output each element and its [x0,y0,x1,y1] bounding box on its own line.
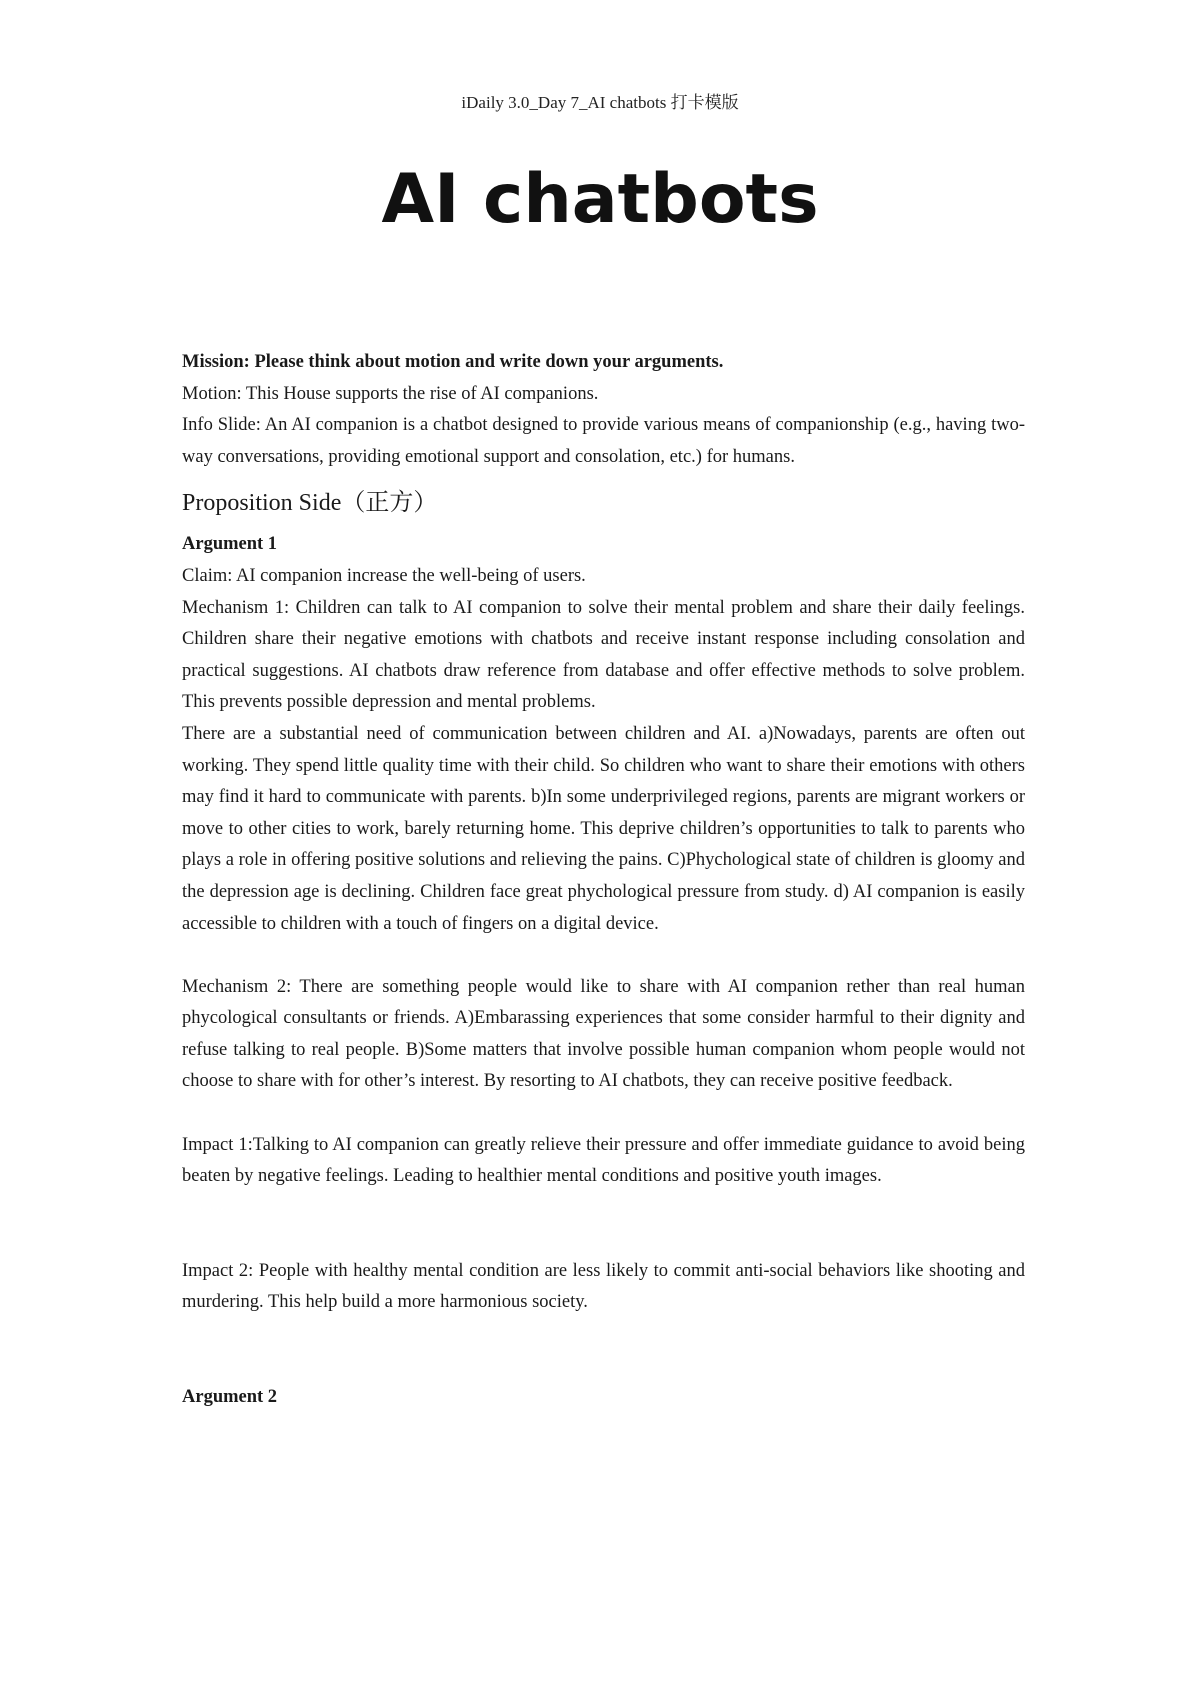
argument-1-mechanism-2: Mechanism 2: There are something people would like to share with AI companion rether than real human phycological consultants or friends. A)Embarassing experiences that some consider harmful to their dignity and refuse talking to real people. B)Some matters that involve possible human companion whom people would not choose to share with for other’s interest. By resorting to AI chatbots, they can receive positive feedback. [182,976,1025,1092]
argument-1-claim: Claim: AI companion increase the well-being of users. [182,565,586,586]
running-header: iDaily 3.0_Day 7_AI chatbots 打卡模版 [461,93,739,112]
mission-text: Mission: Please think about motion and write down your arguments. [182,352,724,372]
page-title: AI chatbots [381,160,819,239]
argument-1-mechanism-1-continued: There are a substantial need of communication between children and AI. a)Nowadays, parents are often out working. They spend little quality time with their child. So children who want to share their emotions with others may find it hard to communicate with parents. b)In some underprivileged regions, parents are migrant workers or move to other cities to work, barely returning home. This deprive children’s opportunities to talk to parents who plays a role in offering positive solutions and relieving the pains. C)Phychological state of children is gloomy and the depression age is declining. Children face great phychological pressure from study. d) AI companion is easily accessible to children with a touch of fingers on a digital device. [182,723,1025,934]
argument-1-heading: Argument 1 [182,534,278,555]
document-body [182,347,1025,1414]
section-heading-proposition: Proposition Side（正方） [182,490,438,517]
info-slide-text: Info Slide: An AI companion is a chatbot designed to provide various means of companionship (e.g., having two-way conversations, providing emotional support and consolation, etc.) for humans. [182,415,1025,467]
argument-1-impact-1: Impact 1:Talking to AI companion can greatly relieve their pressure and offer immediate guidance to avoid being beaten by negative feelings. Leading to healthier mental conditions and positive youth images. [182,1134,1025,1187]
paragraph-spacer [182,1319,1025,1382]
paragraph-spacer [182,1193,1025,1256]
motion-text: Motion: This House supports the rise of AI companions. [182,383,599,404]
argument-1-mechanism-1: Mechanism 1: Children can talk to AI companion to solve their mental problem and share their daily feelings. Children share their negative emotions with chatbots and receive instant response including consolation and practical suggestions. AI chatbots draw reference from database and offer effective methods to solve problem. This prevents possible depression and mental problems. [182,597,1025,713]
argument-2-heading: Argument 2 [182,1387,278,1408]
paragraph-spacer [182,940,1025,972]
argument-1-impact-2: Impact 2: People with healthy mental condition are less likely to commit anti-social behaviors like shooting and murdering. This help build a more harmonious society. [182,1260,1025,1313]
paragraph-spacer [182,1098,1025,1130]
